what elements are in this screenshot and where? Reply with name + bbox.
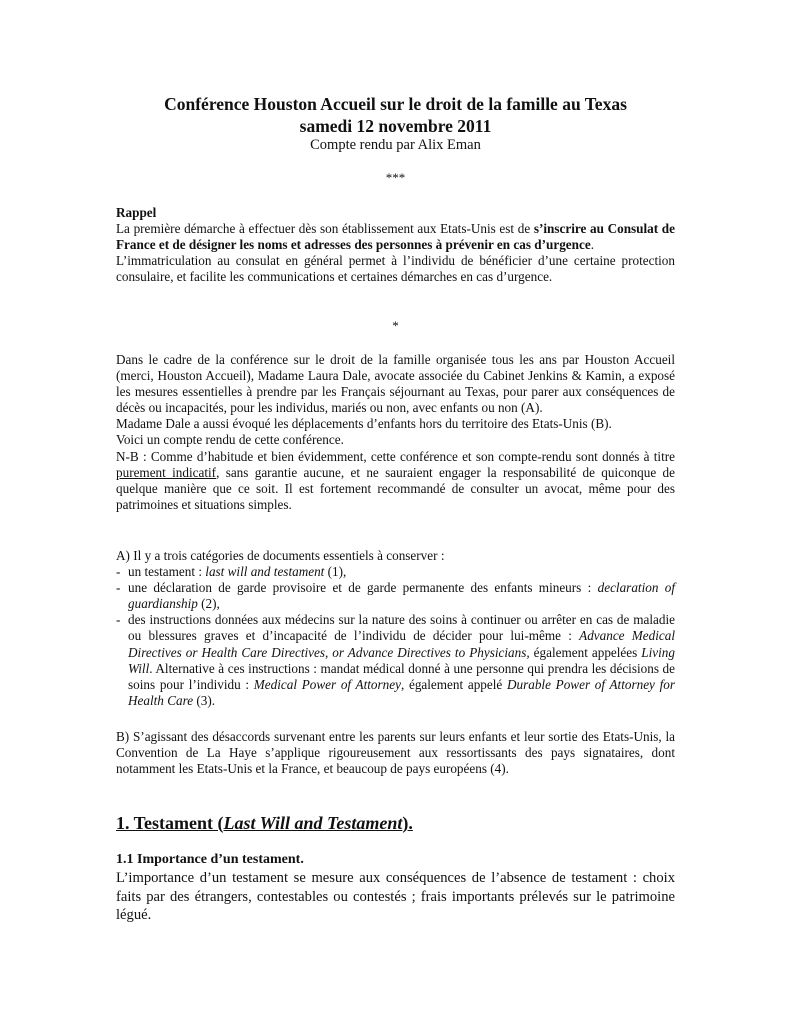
rappel-p1-bold: s’inscrire au Consulat de France et de désigner les noms et adresses des personnes à prévenir en cas d’urgence bbox=[116, 221, 675, 253]
chapter-1-heading-end: ). bbox=[402, 813, 413, 833]
separator-star: * bbox=[392, 318, 399, 333]
rappel-paragraph-2: L’immatriculation au consulat en général permet à l’individu de bénéficier d’une certaine protection consulaire, et facilite les communications et certaines démarches en cas d’urgence. bbox=[116, 253, 675, 285]
separator-stars: *** bbox=[385, 170, 406, 185]
list-item bbox=[116, 612, 675, 709]
subsection-1-1-heading: 1.1 Importance d’un testament. bbox=[116, 852, 304, 867]
rappel-p1-text: La première démarche à effectuer dès son établissement aux Etats-Unis est de bbox=[116, 221, 534, 237]
item1-text: un testament : bbox=[128, 564, 206, 580]
intro-paragraph: Dans le cadre de la conférence sur le droit de la famille organisée tous les ans par Houston Accueil (merci, Houston Accueil), Madame Laura Dale, avocate associée du Cabinet Jenkins & Kamin, a exposé les mesures essentielles à prendre par les Français séjournant au Texas, pour parer aux conséquences de décès ou incapacités, pour les individus, mariés ou non, avec enfants ou non (A). bbox=[116, 352, 675, 416]
item3-text: des instructions données aux médecins sur la nature des soins à continuer ou arrêter en cas de maladie ou blessures graves et d’incapacité de l’individu de décider pour lui-même : bbox=[128, 612, 675, 644]
item1-italic: last will and testament bbox=[205, 564, 325, 580]
list-dash: - bbox=[116, 580, 121, 596]
chapter-1-heading-start: 1. Testament ( bbox=[116, 813, 224, 833]
rappel-p1-end: . bbox=[590, 237, 594, 253]
nb-text-end: , sans garantie aucune, et ne sauraient engager la responsabilité de quiconque de quelque manière que ce soit. Il est fortement recommandé de consulter un avocat, même pour des patrimoines et situations simples. bbox=[116, 464, 675, 512]
intro-paragraph-2: Madame Dale a aussi évoqué les déplacements d’enfants hors du territoire des Etats-Unis (B). bbox=[116, 416, 612, 432]
item2-text: une déclaration de garde provisoire et de garde permanente des enfants mineurs : bbox=[128, 580, 598, 596]
intro-paragraph-3: Voici un compte rendu de cette conférence. bbox=[116, 432, 344, 448]
item3-mid-1: également appelées bbox=[529, 644, 642, 660]
list-item bbox=[116, 580, 675, 612]
document-author: Compte rendu par Alix Eman bbox=[310, 137, 481, 153]
rappel-heading: Rappel bbox=[116, 205, 157, 220]
intro-section bbox=[116, 352, 675, 513]
chapter-1-heading-italic: Last Will and Testament bbox=[223, 813, 403, 833]
item2-end: (2), bbox=[197, 596, 220, 612]
item3-italic-1: Advance Medical Directives or Health Care Directives, or Advance Directives to Physicians, bbox=[128, 628, 676, 660]
list-dash: - bbox=[116, 612, 121, 628]
document-title: Conférence Houston Accueil sur le droit de la famille au Texas bbox=[164, 94, 627, 114]
subsection-1-1-paragraph: L’importance d’un testament se mesure aux conséquences de l’absence de testament : choix faits par des étrangers, contestables ou contestés ; frais importants prélevés sur le patrimoine légué. bbox=[116, 870, 675, 923]
section-b-paragraph: B) S’agissant des désaccords survenant entre les parents sur leurs enfants et leur sortie des Etats-Unis, la Convention de La Haye s’applique rigoureusement aux ressortissants des pays signataires, dont notamment les Etats-Unis et la France, et beaucoup de pays européens (4). bbox=[116, 729, 675, 777]
section-a-lead: A) Il y a trois catégories de documents essentiels à conserver : bbox=[116, 548, 445, 563]
subsection-1-1-body bbox=[116, 869, 675, 925]
item3-mid-3: , également appelé bbox=[400, 676, 507, 692]
nb-text: N-B : Comme d’habitude et bien évidemment, cette conférence et son compte-rendu sont donnés à titre bbox=[116, 448, 675, 464]
chapter-1-heading bbox=[116, 813, 413, 834]
item3-italic-3: Medical Power of Attorney bbox=[253, 676, 401, 692]
rappel-paragraph-1 bbox=[116, 221, 675, 253]
list-dash: - bbox=[116, 564, 121, 580]
rappel-section bbox=[116, 205, 675, 285]
item3-mid-2: . Alternative à ces instructions : mandat médical donné à une personne qui prendra les décisions de soins pour l’individu : bbox=[128, 660, 675, 692]
item1-end: (1), bbox=[324, 564, 347, 580]
nb-paragraph bbox=[116, 449, 675, 513]
list-item bbox=[116, 564, 675, 580]
item3-italic-2: Living Will bbox=[128, 644, 675, 676]
section-b bbox=[116, 729, 675, 777]
item3-italic-4: Durable Power of Attorney for Health Care bbox=[128, 676, 675, 708]
item2-italic: declaration of guardianship bbox=[128, 580, 676, 612]
document-date: samedi 12 novembre 2011 bbox=[299, 116, 492, 136]
nb-underlined: purement indicatif bbox=[116, 464, 217, 480]
section-a bbox=[116, 548, 675, 709]
item3-end: (3). bbox=[193, 692, 216, 708]
